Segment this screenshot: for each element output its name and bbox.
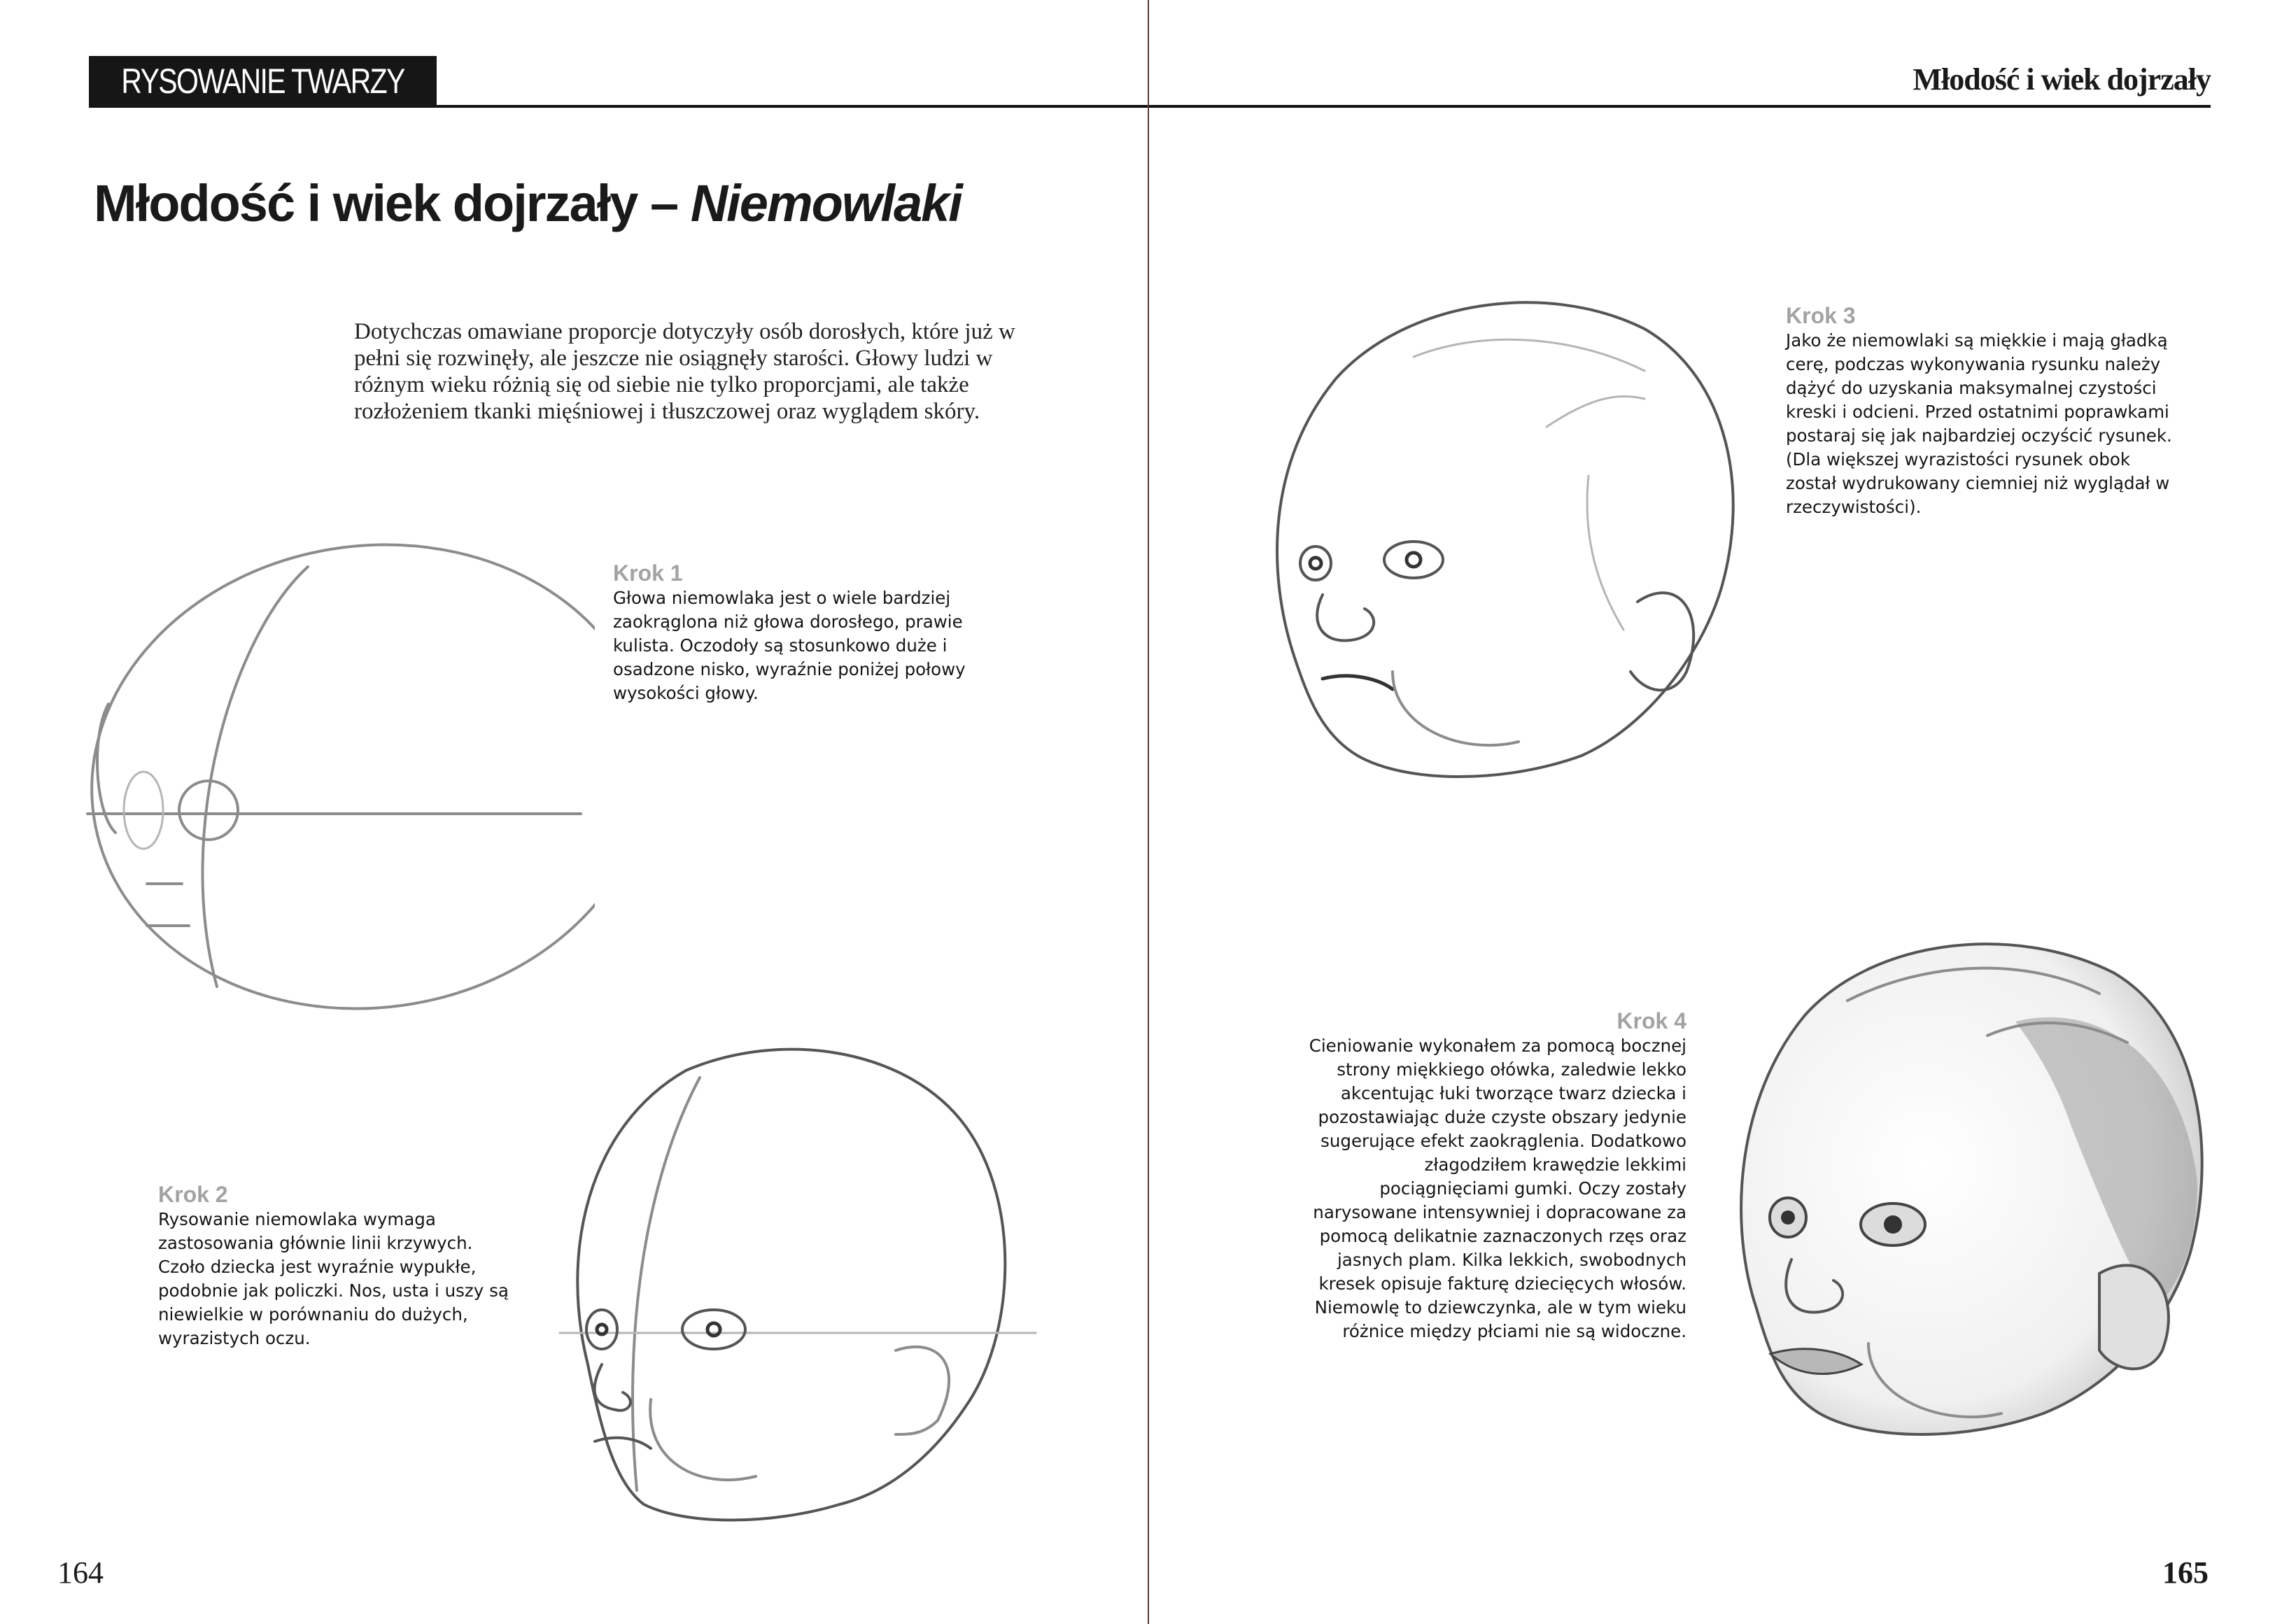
nose — [595, 1364, 631, 1411]
head-outline — [1277, 302, 1733, 777]
hair-stroke — [1587, 476, 1624, 630]
ear — [2099, 1265, 2169, 1369]
step-label: Krok 3 — [1786, 303, 1856, 328]
section-tag-label: RYSOWANIE TWARZY — [121, 62, 404, 101]
step-text: Rysowanie niemowlaka wymaga zastosowania głównie linii krzywych. Czoło dziecka jest wyraźnie wypukłe, podobnie jak policzki. Nos, usta i uszy są niewielkie w porównaniu do dużych, wyrazistych oczu. — [158, 1209, 509, 1348]
pupil-left — [1781, 1210, 1795, 1224]
page-title-subtitle: Niemowlaki — [690, 174, 962, 232]
eye-left — [1300, 546, 1331, 580]
step-2 — [158, 1181, 522, 1350]
eye-right — [682, 1310, 745, 1349]
step-text: Jako że niemowlaki są miękkie i mają gładką cerę, podczas wykonywania rysunku należy dążyć do uzyskania maksymalnej czystości kreski i odcieni. Przed ostatnimi poprawkami postaraj się jak najbardziej oczyścić rysunek. (Dla większej wyrazistości rysunek obok został wydrukowany ciemniej niż wyglądał w rzeczywistości). — [1786, 330, 2172, 517]
step-label: Krok 2 — [158, 1182, 228, 1207]
page-number-left: 164 — [57, 1555, 104, 1590]
running-head: Młodość i wiek dojrzały — [1913, 62, 2211, 97]
drawing-step-3-clean-lines — [1253, 266, 1756, 812]
pupil-left — [1310, 558, 1321, 569]
head-outline — [577, 1050, 1005, 1520]
mouth — [595, 1438, 651, 1448]
cheek — [1393, 672, 1519, 745]
nose — [1317, 595, 1374, 641]
step-label: Krok 1 — [613, 560, 683, 586]
page-title-main: Młodość i wiek dojrzały — [94, 174, 638, 232]
eye-right — [1384, 542, 1443, 578]
step-text: Cieniowanie wykonałem za pomocą bocznej strony miękkiego ołówka, zaledwie lekko akcentując łuki tworzące twarz dziecka i pozostawiając duże czyste obszary jedynie sugerujące efekt zaokrąglenia. Dodatkowo złagodziłem krawędzie lekkimi pociągnięciami gumki. Oczy zostały narysowane intensywniej i dopracowane za pomocą delikatnie zaznaczonych rzęs oraz jasnych plam. Kilka lekkich, swobodnych kresek opisuje fakturę dziecięcych włosów. Niemowlę to dziewczynka, ale w tym wieku różnice między płciami nie są widoczne. — [1309, 1036, 1686, 1341]
page-title — [94, 174, 962, 233]
face-center-line — [633, 1078, 700, 1490]
pupil-right — [1407, 553, 1421, 567]
cheek — [650, 1399, 756, 1480]
head-outline — [77, 539, 595, 1015]
hair-stroke — [1414, 339, 1644, 371]
page-number-right: 165 — [2162, 1555, 2209, 1590]
hair-stroke — [1547, 396, 1644, 427]
mouth — [1323, 676, 1393, 689]
intro-paragraph: Dotychczas omawiane proporcje dotyczyły osób dorosłych, które już w pełni się rozwinęły, ale jeszcze nie osiągnęły starości. Głowy ludzi w różnym wieku różnią się od siebie nie tylko proporcjami, ale także rozłożeniem tkanki mięśniowej i tłuszczowej oraz wyglądem skóry. — [354, 319, 1015, 424]
drawing-step-1-head-construction — [77, 539, 595, 1015]
step-1 — [613, 560, 977, 705]
drawing-step-2-baby-sketch — [546, 1043, 1050, 1581]
step-label: Krok 4 — [1617, 1008, 1686, 1033]
drawing-step-4-shaded-final — [1707, 917, 2253, 1476]
book-spine — [1148, 0, 1149, 1624]
eye-left — [586, 1310, 617, 1349]
step-3 — [1786, 302, 2178, 519]
pupil-right — [1884, 1215, 1902, 1234]
eye-socket-left — [124, 772, 163, 849]
ear — [896, 1347, 949, 1434]
step-text: Głowa niemowlaka jest o wiele bardziej zaokrąglona niż głowa dorosłego, prawie kulista. Oczodoły są stosunkowo duże i osadzone nisko, wyraźnie poniżej połowy wysokości głowy. — [613, 588, 966, 703]
header-rule-right — [1149, 105, 2211, 108]
pupil-left — [597, 1325, 607, 1334]
ear — [1631, 593, 1693, 690]
step-4 — [1295, 1008, 1686, 1343]
section-tag — [89, 56, 437, 106]
face-center-line — [202, 567, 308, 987]
page-title-dash: – — [637, 174, 691, 232]
